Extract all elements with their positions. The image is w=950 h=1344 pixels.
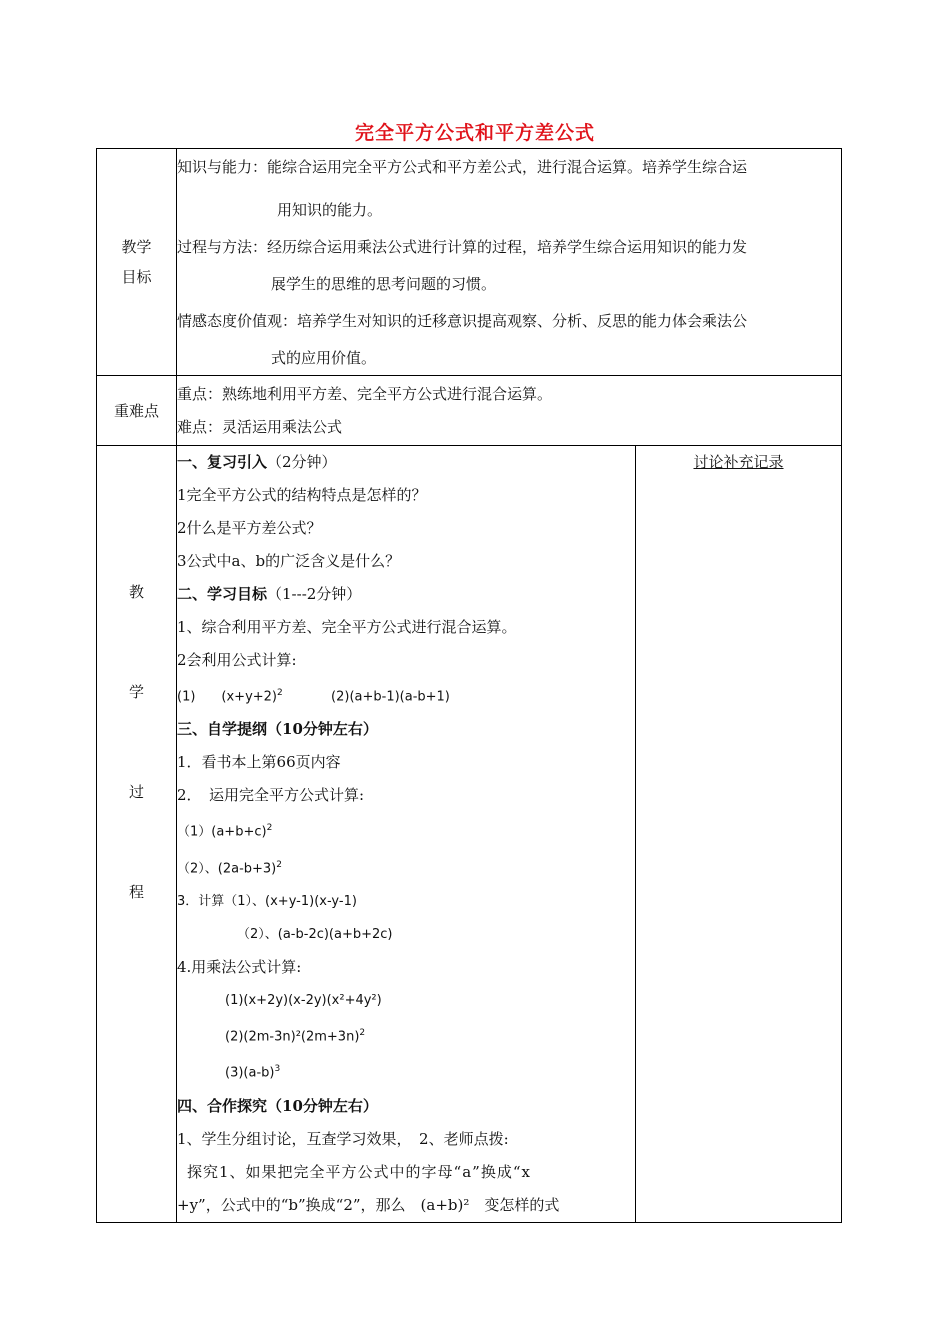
document-title: 完全平方公式和平方差公式 (354, 122, 595, 144)
review-question-3: 3公式中a、b的广泛含义是什么？ (177, 552, 401, 570)
process-label-char-1: 教 (128, 583, 144, 601)
outline-3b: （2）、(a-b-2c)(a+b+2c) (237, 926, 393, 942)
key-point: 重点：熟练地利用平方差、完全平方公式进行混合运算。 (177, 385, 553, 403)
lesson-plan-table (96, 148, 842, 1223)
keypoints-row (97, 376, 842, 446)
emotion-line-2: 式的应用价值。 (271, 349, 377, 367)
goal-2: 2会利用公式计算: (177, 651, 297, 669)
objectives-label-bottom: 目标 (121, 268, 152, 286)
outline-3a: 3．计算（1）、(x+y-1)(x-y-1) (177, 893, 357, 909)
process-line-2: 展学生的思维的思考问题的习惯。 (271, 275, 497, 293)
outline-4c: $(3)(a-b)^3$ (225, 1064, 281, 1081)
goal-examples: (1) $(x+y+2)^2$ (2)(a+b-1)(a-b+1) (177, 688, 450, 705)
review-question-2: 2什么是平方差公式？ (177, 519, 322, 537)
section-1-time: （2分钟） (267, 453, 337, 471)
outline-4: 4.用乘法公式计算: (177, 957, 302, 976)
process-row (97, 446, 842, 1223)
goal-example-1: (1) (x+y+2) (177, 689, 278, 705)
goal-example-2: (2)(a+b-1)(a-b+1) (331, 689, 450, 705)
keypoints-content (177, 376, 842, 446)
section-1-heading: 一、复习引入 (177, 453, 268, 471)
process-label-char-2: 学 (128, 683, 144, 701)
explore-2: 探究1、如果把完全平方公式中的字母“a”换成“x (187, 1162, 531, 1181)
objectives-row (97, 149, 842, 376)
process-label-char-3: 过 (128, 783, 144, 801)
outline-4b: $(2)(2m-3n)^2(2m+3n)^2$ (225, 1027, 366, 1045)
section-2-time: （1---2分钟） (267, 585, 362, 603)
outline-2a: $(1)(a+b+c)^2$ (177, 823, 273, 840)
objectives-content (177, 149, 842, 376)
process-label (97, 446, 177, 1223)
outline-2: 2． 运用完全平方公式计算: (177, 786, 365, 805)
outline-2b: （2）、$(2a-b+3)^2$ (177, 859, 282, 876)
explore-1: 1、学生分组讨论，互查学习效果， 2、老师点拨: (177, 1129, 509, 1148)
section-3-heading: 三、自学提纲（10分钟左右） (177, 720, 378, 739)
outline-1: 1．看书本上第66页内容 (177, 753, 341, 772)
section-2-heading: 二、学习目标 (177, 585, 268, 603)
outline-4a: (1)(x+2y)(x-2y)(x²+4y²) (225, 992, 382, 1008)
knowledge-line-1: 知识与能力：能综合运用完全平方公式和平方差公式，进行混合运算。培养学生综合运 (177, 158, 748, 176)
process-label-char-4: 程 (128, 883, 144, 901)
discussion-header: 讨论补充记录 (693, 453, 784, 471)
knowledge-line-2: 用知识的能力。 (277, 201, 383, 219)
objectives-label (97, 149, 177, 376)
discussion-column (636, 446, 842, 1223)
review-question-1: 1完全平方公式的结构特点是怎样的？ (177, 486, 427, 504)
difficult-point: 难点：灵活运用乘法公式 (177, 418, 343, 436)
keypoints-label: 重难点 (97, 376, 177, 446)
process-content (177, 446, 636, 1223)
explore-3: +y”，公式中的“b”换成“2”，那么 (a+b)² 变怎样的式 (177, 1195, 560, 1214)
process-line-1: 过程与方法：经历综合运用乘法公式进行计算的过程，培养学生综合运用知识的能力发 (177, 238, 748, 256)
emotion-line-1: 情感态度价值观：培养学生对知识的迁移意识提高观察、分析、反思的能力体会乘法公 (177, 312, 748, 330)
goal-1: 1、综合利用平方差、完全平方公式进行混合运算。 (177, 618, 517, 636)
objectives-label-top: 教学 (121, 238, 152, 256)
section-4-heading: 四、合作探究（10分钟左右） (177, 1096, 378, 1115)
